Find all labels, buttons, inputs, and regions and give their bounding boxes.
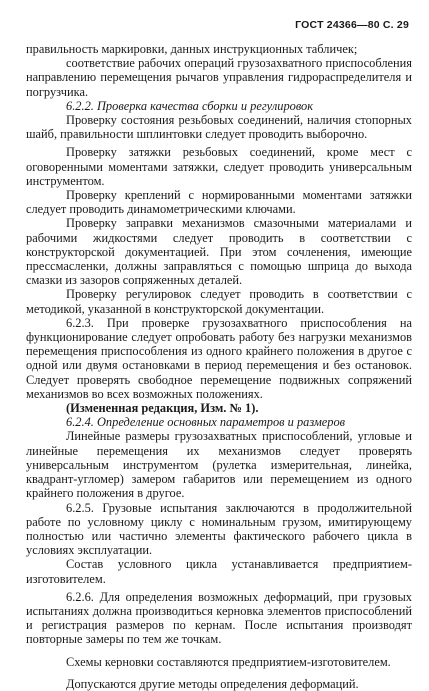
paragraph: Проверку заправки механизмов смазочными материалами и рабочими жидкостями следует проводить в соответствии с конструкторской документацией. При этом сочленения, имеющие прессмасленки, должны заправляться с помощью шприца до выхода смазки из зазоров сопряженных деталей. <box>26 216 412 288</box>
section-heading: 6.2.2. Проверка качества сборки и регулировок <box>66 98 314 113</box>
paragraph: Проверку креплений с нормированными моментами затяжки следует проводить динамометрическими ключами. <box>26 188 412 217</box>
paragraph: 6.2.6. Для определения возможных деформаций, при грузовых испытаниях должна производиться керновка элементов приспособлений и регистрация размеров по кернам. После испытания производят повторные замеры по тем же точкам. <box>26 589 412 647</box>
document-body <box>26 42 412 691</box>
paragraph: Линейные размеры грузозахватных приспособлений, угловые и линейные перемещения их механизмов следует проверять универсальным инструментом (рулетка измерительная, линейка, квадрант-угломер) замером габаритов или перемещением из одного крайнего положения в другое. <box>26 429 412 501</box>
paragraph: Проверку состояния резьбовых соединений, наличия стопорных шайб, правильности шплинтовки следует проводить выборочно. <box>26 113 412 142</box>
paragraph: Проверку регулировок следует проводить в соответствии с методикой, указанной в конструкторской документации. <box>26 287 412 316</box>
paragraph: правильность маркировки, данных инструкционных табличек; <box>26 42 358 56</box>
paragraph: Схемы керновки составляются предприятием-изготовителем. <box>66 654 391 669</box>
amendment-note: (Измененная редакция, Изм. № 1). <box>66 401 259 416</box>
paragraph: 6.2.3. При проверке грузозахватного приспособления на функционирование следует опробовать работу без нагрузки механизмов перемещения приспособления из одного крайнего положения в другое с одной или двумя остановками в период перемещения и без остановок. Следует проверять свободное перемещение подвижных сопряжений механизмов во всех возможных положениях. <box>26 315 412 401</box>
page-header: ГОСТ 24366—80 С. 29 <box>295 19 409 31</box>
paragraph: Допускаются другие методы определения деформаций. <box>66 676 359 691</box>
paragraph: соответствие рабочих операций грузозахватного приспособления направлению перемещения рычагов управления гидрораспределителя и погрузчика. <box>26 56 412 99</box>
paragraph: Состав условного цикла устанавливается предприятием-изготовителем. <box>26 557 412 586</box>
paragraph: 6.2.5. Грузовые испытания заключаются в продолжительной работе по условному циклу с номинальным грузом, имитирующему полностью или частично элементы фактического рабочего цикла в условиях эксплуатации. <box>26 500 412 558</box>
paragraph: Проверку затяжки резьбовых соединений, кроме мест с оговоренными моментами затяжки, следует проводить универсальным инструментом. <box>26 145 412 188</box>
section-heading: 6.2.4. Определение основных параметров и размеров <box>66 415 346 430</box>
